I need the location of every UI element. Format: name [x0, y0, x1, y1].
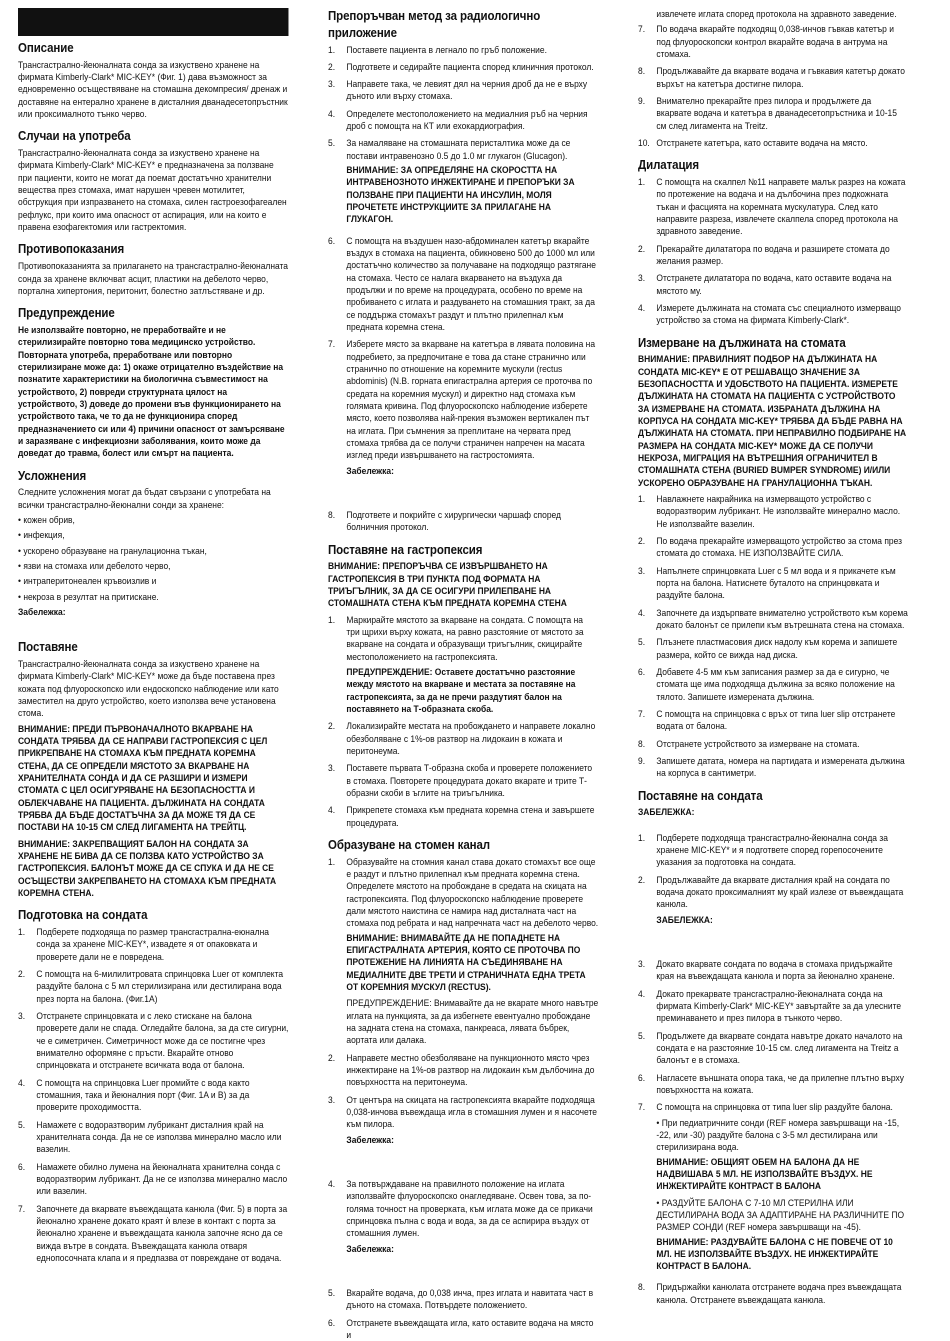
radiologic-steps-cont [328, 509, 598, 534]
column-2 [328, 8, 599, 1340]
document-page [18, 8, 932, 1340]
tube-prep-steps [18, 926, 288, 1264]
list-item: 3. Напълнете спринцовката Luer с 5 мл вода и я прикачете към порта на балона. Натиснете буталото на спринцовката и раздуйте балона. [638, 565, 896, 601]
list-item: • кожен обрив, [18, 514, 288, 526]
list-item: • ускорено образуване на гранулационна тъкан, [18, 545, 288, 557]
balloon-caution-2: ВНИМАНИЕ: РАЗДУВАЙТЕ БАЛОНА С НЕ ПОВЕЧЕ ОТ 10 МЛ. НЕ ИЗПОЛЗВАЙТЕ ВЪЗДУХ. НЕ ИНЖЕКТИРАЙТЕ КОНТРАСТ В БАЛОНА. [656, 1236, 893, 1272]
list-item: 8. Продължавайте да вкарвате водача и гъвкавия катетър докато върхът на катетъра достигне пилора. [638, 66, 905, 89]
placement-caution-1: ВНИМАНИЕ: ПРЕДИ ПЪРВОНАЧАЛНОТО ВКАРВАНЕ НА СОНДАТА ТРЯБВА ДА СЕ НАПРАВИ ГАСТРОПЕКСИЯ С ЦЕЛ ПРИКРЕПВАНЕ НА СТОМАХА КЪМ ПРЕДНАТА КОРЕМНА СТЕНА, ДА СЕ ОПРЕДЕЛИ МЯСТОТО ЗА ВКАРВАНЕ НА ХРАНИТЕЛНАТА СОНДА И ДА СЕ РАЗШИРИ И ИЗМЕРИ СТОМАТА С ЦЕЛ ОСИГУРЯВАНЕ НА БЕЗОПАСНОСТТА И ОБЛЕКЧАВАНЕ НА ПАЦИЕНТА. ДЪЛЖИНАТА НА СОНДАТА ТРЯБВА ДА БЪДЕ ДОСТАТЪЧНА ЗА ДА МОЖЕ ТЯ ДА СЕ ПОСТАВИ НА 10-15 СМ СЛЕД ЛИГАМЕНТА НА ТРЕЙТЦ. [18, 723, 268, 833]
list-item: • язви на стомаха или дебелото черво, [18, 560, 288, 572]
list-item: 10. Отстранете катетъра, като оставите водача на място. [638, 137, 868, 148]
heading-stoma-measure: Измерване на дължината на стомата [638, 335, 846, 350]
heading-contraindications: Противопоказания [18, 242, 125, 257]
continued-text: извлечете иглата според протокола на здравното заведение. [656, 9, 897, 19]
list-item: 4. Прикрепете стомаха към предната коремна стена и завършете процедурата. [328, 805, 595, 828]
heading-gastropexy: Поставяне на гастропексия [328, 542, 483, 557]
gastropexy-caution: ВНИМАНИЕ: ПРЕПОРЪЧВА СЕ ИЗВЪРШВАНЕТО НА ГАСТРОПЕКСИЯ В ТРИ ПУНКТА ПОД ФОРМАТА НА ТРИЪГЪЛНИК, ЗА ДА СЕ ОСИГУРИ ПРИЛЕПВАНЕ НА СТОМАШНАТА СТЕНА КЪМ ПРЕДНАТА КОРЕМНА СТЕНА [328, 561, 567, 609]
note-label: Забележка: [346, 465, 394, 476]
list-item: • некроза в резултат на притискане. [18, 591, 288, 603]
list-item: 8. Отстранете устройството за измерване на стомата. [638, 738, 860, 749]
list-item: 5. Продължете да вкарвате сондата навътре докато началото на сондата е на разстояние 10-15 см. след лигамента на Treitz а балонът е в стомаха. [638, 1030, 903, 1066]
list-item: 4. Докато прекарвате трансгастрално-йеюналната сонда на фирмата Kimberly-Clark* MIC-KEY* завъртайте за да улесните преминаването и през пилора в тънкото черво. [638, 988, 902, 1024]
note-label: Забележка: [18, 606, 66, 617]
list-item: 2. Локализирайте местата на пробождането и направете локално обезболяване с 1%-ов разтвор на лидокаин в кожата и перитонеума. [328, 721, 596, 756]
list-item: 6. С помощта на въздушен назо-абдоминален катетър вкарайте въздух в стомаха на пациента, обикновено 500 до 1000 мл или достатъчно количество за получаване на подходящо разтягане на стомаха. Често се налага вкарването на въздуха да продължи и по време на процедурата, особено по време на пробиването с иглата и раздуването на стомашния тракт, за да се поддържа стомахът раздут и плътно прилепнал към предната коремна стена. [328, 235, 596, 333]
placement-text: Трансгастрално-йеюналната сонда за изкуствено хранене на фирмата Kimberly-Clark* MIC-KEY* може да бъде поставена през кожата под флуороскопско или ендоскопско наблюдение или като заместител на друго устройство, което използва вече установена стома. [18, 658, 279, 719]
heading-tube-prep: Подготовка на сондата [18, 908, 148, 923]
note-label: ЗАБЕЛЕЖКА: [638, 807, 695, 818]
list-item: 6. Нагласете външната опора така, че да прилепне плътно върху повърхността на кожата. [638, 1072, 904, 1095]
measure-steps [638, 493, 908, 780]
complications-intro: Следните усложнения могат да бъдат свързани с употребата на всички трансгастрално-йеюнални сонди за хранене: [18, 487, 271, 510]
list-item: 7. С помощта на спринцовка с връх от типа luer slip отстранете водата от балона. [638, 708, 896, 732]
list-item: 2. Продължавайте да вкарвате дисталния край на сондата по водача докато проксималният му край излезе от въвеждащата канюла. ЗАБЕЛЕЖКА: [638, 874, 908, 929]
list-item: 1. Навлажнете накрайника на измерващото устройство с водоразтворим лубрикант. Не използвайте минерално масло. Не използвайте вазелин. [638, 494, 901, 529]
list-item: 2. Прекарайте дилататора по водача и разширете стомата до желания размер. [638, 243, 890, 266]
list-item: 2. Подгответе и седирайте пациента според клиничния протокол. [328, 61, 594, 72]
list-item: 5. Намажете с водоразтворим лубрикант дисталния край на хранителната сонда. Да не се използва минерално масло или вазелин. [18, 1119, 282, 1155]
column-3 [638, 8, 908, 1305]
list-item: 6. Намажете обилно лумена на йеюналната хранителна сонда с водоразтворим лубрикант. Да не се използва минерално масло или вазелин. [18, 1161, 288, 1197]
list-item: 7. С помощта на спринцовка от типа luer slip раздуйте балона. • При педиатричните сонди (REF номера завършващи на -15, -22, или -30) раздуйте балона с 3-5 мл дестилирана или стерилизирана вода. ВНИМАНИЕ: ОБЩИЯТ ОБЕМ НА БАЛОНА ДА НЕ НАДВИШАВА 5 МЛ. НЕ ИЗПОЛЗВАЙТЕ ВЪЗДУХ. НЕ ИНЖЕКТИРАЙТЕ КОНТРАСТ В БАЛОНА • РАЗДУЙТЕ БАЛОНА С 7-10 МЛ СТЕРИЛНА ИЛИ ДЕСТИЛИРАНА ВОДА ЗА АДАПТИРАНЕ НА РАЗЛИЧНИТЕ ПО РАЗМЕР СОНДИ (REF номера завършващи на -45). ВНИМАНИЕ: РАЗДУВАЙТЕ БАЛОНА С НЕ ПОВЕЧЕ ОТ 10 МЛ. НЕ ИЗПОЛЗВАЙТЕ ВЪЗДУХ. НЕ ИНЖЕКТИРАЙТЕ КОНТРАСТ В БАЛОНА. [638, 1101, 908, 1276]
gastropexy-warning: ПРЕДУПРЕЖДЕНИЕ: Оставете достатъчно разстояние между мястото на вкарване и местата за поставяне на гастропексията, за да не пречи раздутият балон на поставянето на Т-образната скоба. [346, 667, 576, 715]
radiologic-steps [328, 44, 598, 481]
list-item: 8. Придържайки канюлата отстранете водача през въвеждащата канюла. Отстранете въвеждащата канюла. [638, 1282, 902, 1305]
heading-tube-insertion: Поставяне на сондата [638, 788, 763, 803]
placement-caution-2: ВНИМАНИЕ: ЗАКРЕПВАЩИЯТ БАЛОН НА СОНДАТА ЗА ХРАНЕНЕ НЕ БИВА ДА СЕ ПОЛЗВА КАТО УСТРОЙСТВО ЗА ГАСТРОПЕКСИЯ. БАЛОНЪТ МОЖЕ ДА СЕ СПУКА И ДА НЕ СЕ ОСЪЩЕСТВИ ЗАКРЕПВАНЕТО НА СТОМАХА КЪМ ПРЕДНАТА КОРЕМНА СТЕНА. [18, 838, 277, 898]
list-item: 6. Отстранете въвеждащата игла, като оставите водача на място и [328, 1317, 594, 1340]
gastropexy-steps [328, 614, 598, 829]
list-item: 1. С помощта на скалпел №11 направете малък разрез на кожата по протежение на водача и на дълбочина през подкожната тъкан и фасцията на коремната мускулатура. След като направите разреза, извлечете скалпела според протокола на здравното заведение. [638, 177, 906, 237]
list-item: • интраперитонеален кръвоизлив и [18, 575, 288, 587]
list-item: 1. Маркирайте мястото за вкарване на сондата. С помощта на три щрихи върху кожата, на равно разстояние от мястото за вкарване на сондата и образуващи триъгълник, скицирайте местоположението на гастропексията. ПРЕДУПРЕЖДЕНИЕ: Оставете достатъчно разстояние между мястото на вкарване и местата за поставяне на гастропексията, за да не пречи раздутият балон на поставянето на Т-образната скоба. [328, 614, 584, 715]
list-item: 6. Добавете 4-5 мм към записания размер за да е сигурно, че стомата ще има подходяща дължина за всяко положение на тялото. Запишете измерената дължина. [638, 666, 895, 702]
heading-radiologic: Препоръчван метод за радиологично приложение [328, 9, 541, 40]
list-item: 1. Подберете подходяща по размер трансгастрална-еюнална сонда за хранене MIC-KEY*, извадете я от опаковката и проверете дали не е повредена. [18, 926, 269, 962]
glucagon-caution: ВНИМАНИЕ: ЗА ОПРЕДЕЛЯНЕ НА СКОРОСТТА НА ИНТРАВЕНОЗНОТО ИНЖЕКТИРАНЕ И ПРЕПОРЪКИ ЗА ПОЛЗВАНЕ ПРИ ПАЦИЕНТИ НА ИНСУЛИН, МОЛЯ ПРОЧЕТЕТЕ ИНСТРУКЦИИТЕ ЗА ПРИЛАГАНЕ НА ГЛУКАГОН. [346, 165, 575, 225]
list-item: 3. Докато вкарвате сондата по водача в стомаха придържайте края на въвеждащата канюла и порта за йеюнално хранене. [638, 958, 895, 982]
list-item: 3. Направете така, че левият дял на черния дроб да не е върху дъното или върху стомаха. [328, 79, 588, 102]
guidewire-steps [638, 23, 908, 149]
balloon-pediatric: • При педиатричните сонди (REF номера завършващи на -15, -22, или -30) раздуйте балона с 3-5 мл дестилирана или стерилизирана вода. [656, 1117, 900, 1153]
list-item: 8. Подгответе и покрийте с хирургически чаршаф според болничния протокол. [328, 510, 561, 533]
list-item: 3. Отстранете дилататора по водача, като оставите водача на мястото му. [638, 273, 892, 296]
list-item: 4. Определете местоположението на медиалния ръб на черния дроб с помощта на КТ или ехокардиография. [328, 108, 588, 132]
list-item: 1. Образувайте на стомния канал става докато стомахът все още е раздут и плътно прилепнал към предната коремна стена. Определете мястото на пробождане в средата на скицата на гастропексията. Под флуороскопско наблюдение проверете дали мястото наистина се намира над дисталната част на стомаха под ребрата и над напречната част на дебелото черво. ВНИМАНИЕ: ВНИМАВАЙТЕ ДА НЕ ПОПАДНЕТЕ НА ЕПИГАСТРАЛНАТА АРТЕРИЯ, КОЯТО СЕ ПРОТОЧВА ПО ПРОТЕЖЕНИЕ НА ЛИНИЯТА НА СЪЕДИНЯВАНЕ НА МЕДИАЛНИТЕ ДВЕ ТРЕТИ И СТРАНИЧНАТА ЕДНА ТРЕТА ОТ КОРЕМНИЯ МУСКУЛ (RECTUS). ПРЕДУПРЕЖДЕНИЕ: Внимавайте да не вкарате много навътре иглата на пункцията, за да избегнете евентуално пробождане на задната стена на стомаха, панкреаса, лявата бъбрек, аортата или далака. [328, 856, 599, 1046]
heading-stoma-tract: Образуване на стомен канал [328, 837, 491, 852]
stoma-steps-cont-2 [328, 1287, 598, 1341]
dilation-steps [638, 176, 908, 327]
heading-placement: Поставяне [18, 640, 78, 655]
note-label: Забележка: [346, 1243, 394, 1254]
heading-dilation: Дилатация [638, 158, 700, 173]
list-item: 9. Внимателно прекарайте през пилора и продължете да вкарвате водача и катетъра в дванадесетопръстника и 10-15 см след лигамента на Treitz. [638, 95, 897, 131]
balloon-adult: • РАЗДУЙТЕ БАЛОНА С 7-10 МЛ СТЕРИЛНА ИЛИ ДЕСТИЛИРАНА ВОДА ЗА АДАПТИРАНЕ НА РАЗЛИЧНИТЕ ПО РАЗМЕР СОНДИ (REF номера завършващи на -45). [656, 1197, 905, 1233]
needle-warning: ПРЕДУПРЕЖДЕНИЕ: Внимавайте да не вкарате много навътре иглата на пункцията, за да избегнете евентуално пробождане на задната стена на стомаха, панкреаса, лявата бъбрек, аортата или далака. [346, 998, 599, 1046]
stoma-steps-cont [328, 1178, 598, 1258]
list-item: 7. Започнете да вкарвате въвеждащата канюла (Фиг. 5) в порта за йеюнално хранене докато краят ѝ влезе в контакт с порта за йеюнално хранене и въвеждащата канюла започне ясно да се вижда вътре в сондата. Въвеждащата канюла отваря еднопосочната клапа и я предпазва от повреждане от водача. [18, 1203, 288, 1263]
list-item: 2. Направете местно обезболяване на пункционното място чрез инжектиране на 1%-ов разтвор на лидокаин към дълбочина до повърхността на перитонеума. [328, 1052, 595, 1088]
insertion-steps-cont [638, 958, 908, 1306]
insertion-steps [638, 832, 908, 929]
list-item: 5. За намаляване на стомашната перисталтика може да се постави интравенозно 0.5 до 1.0 мг глукагон (Glucagon). ВНИМАНИЕ: ЗА ОПРЕДЕЛЯНЕ НА СКОРОСТТА НА ИНТРАВЕНОЗНОТО ИНЖЕКТИРАНЕ И ПРЕПОРЪКИ ЗА ПОЛЗВАНЕ ПРИ ПАЦИЕНТИ НА ИНСУЛИН, МОЛЯ ПРОЧЕТЕТЕ ИНСТРУКЦИИТЕ ЗА ПРИЛАГАНЕ НА ГЛУКАГОН. [328, 137, 598, 229]
list-item: 2. По водача прекарайте измерващото устройство за стома през стомата до стомаха. НЕ ИЗПОЛЗВАЙТЕ СИЛА. [638, 535, 903, 559]
balloon-caution-1: ВНИМАНИЕ: ОБЩИЯТ ОБЕМ НА БАЛОНА ДА НЕ НАДВИШАВА 5 МЛ. НЕ ИЗПОЛЗВАЙТЕ ВЪЗДУХ. НЕ ИНЖЕКТИРАЙТЕ КОНТРАСТ В БАЛОНА [656, 1156, 873, 1192]
list-item: • инфекция, [18, 529, 288, 541]
column-1 [18, 8, 289, 1263]
artery-caution: ВНИМАНИЕ: ВНИМАВАЙТЕ ДА НЕ ПОПАДНЕТЕ НА ЕПИГАСТРАЛНАТА АРТЕРИЯ, КОЯТО СЕ ПРОТОЧВА ПО ПРОТЕЖЕНИЕ НА ЛИНИЯТА НА СЪЕДИНЯВАНЕ НА МЕДИАЛНИТЕ ДВЕ ТРЕТИ И СТРАНИЧНАТА ЕДНА ТРЕТА ОТ КОРЕМНИЯ МУСКУЛ (RECTUS). [346, 932, 586, 992]
list-item: 7. Изберете място за вкарване на катетъра в лявата половина на подребието, за предпочитане е това да стане странично или странично по отношение на коремните мускули (rectus abdominis) (N.B. горната епигастрална артерия се проточва по средата на коремния мускул) и директно над стомаха към голямата кривина. Под флуороскопско наблюдение изберете място, което позволява най-прекия възможен вертикален път на иглата. При съмнения за преплитане на червата пред стомаха трябва да се получи страничен напречен на масата изглед преди извършването на гастростомията. Забележка: [328, 338, 598, 480]
heading-warning: Предупреждение [18, 306, 115, 321]
list-item: 4. Измерете дължината на стомата със специалното измерващо устройство за стома на фирмата Kimberly-Clark*. [638, 302, 901, 326]
description-text: Трансгастрално-йеюналната сонда за изкуствено хранене на фирмата Kimberly-Clark* MIC-KEY* (Фиг. 1) дава възможност за едновременно осъществяване на стомашна декомпресия/ дренаж и доставяне на ентерално хранене в дисталния дванадесетопръстник или проксималното тънко черво. [18, 59, 288, 120]
list-item: 3. Отстранете спринцовката и с леко стискане на балона проверете дали не спада. Огледайте балона, за да сте сигурни, че е симетричен. Симетричност може да се постигне чрез внимателно оформяне с пръсти. Вкарайте отново спринцовката и отстранете всичката вода от балона. [18, 1010, 289, 1071]
note-label: ЗАБЕЛЕЖКА: [656, 914, 713, 925]
list-item: 4. За потвърждаване на правилното положение на иглата използвайте флуороскопско онагледяване. Освен това, за по-голяма точност на проверката, към иглата може да се прикачи спринцовка пълна с вода и вода, за да се аспирира въздух от стомашния лумен. Забележка: [328, 1178, 598, 1258]
list-item: 1. Поставете пациента в легнало по гръб положение. [328, 44, 547, 55]
list-item: 7. По водача вкарайте подходящ 0,038-инчов гъвкав катетър и под флуороскопски контрол вкарайте водача в антрума на стомаха. [638, 24, 894, 59]
stoma-steps [328, 856, 598, 1149]
heading-description: Описание [18, 41, 74, 55]
list-item: 2. С помощта на 6-милилитровата спринцовка Luer от комплекта раздуйте балона с 5 мл стерилизирана или дестилирана вода през порта на балона. (Фиг.1А) [18, 968, 284, 1004]
list-item: 4. Започнете да издърпвате внимателно устройството към корема докато балонът се прилепи към вътрешната стена на стомаха. [638, 607, 908, 630]
heading-indications: Случаи на употреба [18, 129, 131, 144]
contraindications-text: Противопоказанията за прилагането на трансгастрално-йеюналната сонда за хранене включват асцит, пластики на дебелото черво, портална хипертония, перитонит, болестно затлъстяване и др. [18, 261, 289, 296]
list-item: 3. Поставете първата Т-образна скоба и проверете положението в стомаха. Повторете процедурата докато вкарате и трите Т-образни скоби в ъглите на триъгълника. [328, 763, 593, 798]
indications-text: Трансгастрално-йеюналната сонда за изкуствено хранене на фирмата Kimberly-Clark* MIC-KEY* е предназначена за ползване при пациенти, които не могат да поемат достатъчно хранителни вещества през стомаха, имат нарушен чревен мотилитет, обструкция при изпразването на стомаха, силен гастроезофагеален рефлукс, при които има опасност от аспирация, или на които е правена езофагектомия или гастректомия. [18, 148, 287, 233]
list-item: 5. Вкарайте водача, до 0,038 инча, през иглата и навитата част в дъното на стомаха. Потвърдете положението. [328, 1287, 594, 1311]
complications-list [18, 514, 288, 603]
warning-text: Не използвайте повторно, не преработвайте и не стерилизирайте повторно това медицинско устройство. Повторната употреба, преработване или повторно стерилизиране може да: 1) окаже отрицателно въздействие на познатите характеристики на биологична съвместимост на устройството, 2) повреди структурната цялост на устройството, 3) доведе до промени във функционирането на устройството така, че то да не функционира според предназначението си или 4) причини опасност от замърсяване и заразяване с инфекциозни заболявания, които може да доведат до травма, болест или смърт на пациента. [18, 324, 285, 459]
note-label: Забележка: [346, 1134, 394, 1145]
measure-caution: ВНИМАНИЕ: ПРАВИЛНИЯТ ПОДБОР НА ДЪЛЖИНАТА НА СОНДАТА MIC-KEY* Е ОТ РЕШАВАЩО ЗНАЧЕНИЕ ЗА БЕЗОПАСНОСТТА И УДОБСТВОТО НА ПАЦИЕНТА. ИЗМЕРЕТЕ ДЪЛЖИНАТА НА СТОМАТА НА ПАЦИЕНТА С УСТРОЙСТВОТО ЗА ИЗМЕРВАНЕ НА СТОМАТА. ИЗБРАНАТА ДЪЛЖИНА НА КОРПУСА НА СОНДАТА MIC-KEY* ТРЯБВА ДА БЪДЕ РАВНА НА ДЪЛЖИНАТА НА СТОМАТА. ПРИ НЕПРАВИЛНО ПОДБИРАНЕ НА РАЗМЕРА НА СОНДАТА MIC-KEY* МОЖЕ ДА СЕ ПОЛУЧИ НЕКРОЗА, МИГРАЦИЯ НА ВЪТРЕШНИЯ ОГРАНИЧИТЕЛ В СТОМАШНАТА СТЕНА (BURIED BUMPER SYNDROME) И/ИЛИ УСКОРЕНО ОБРАЗУВАНЕ НА ГРАНУЛАЦИОННА ТЪКАН. [638, 354, 907, 488]
heading-complications: Усложнения [18, 468, 87, 483]
list-item: 3. От центъра на скицата на гастропексията вкарайте подходяща 0,038-инчова въвеждаща игла в стомашния лумен и я насочете към пилора. Забележка: [328, 1094, 597, 1145]
list-item: 1. Подберете подходяща трансгастрално-йеюнална сонда за хранене MIC-KEY* и я подгответе според горепосочените указания за подготовка на сондата. [638, 832, 888, 868]
list-item: 4. С помощта на спринцовка Luer промийте с вода както стомашния, така и йеюналния порт (Фиг. 1A и B) за да проверите проходимостта. [18, 1077, 250, 1113]
list-item: 5. Плъзнете пластмасовия диск надолу към корема и запишете размера, който се вижда над диска. [638, 637, 898, 660]
list-item: 9. Запишете датата, номера на партидата и измерената дължина на корпуса в сантиметри. [638, 755, 905, 779]
header-bar [18, 8, 288, 36]
